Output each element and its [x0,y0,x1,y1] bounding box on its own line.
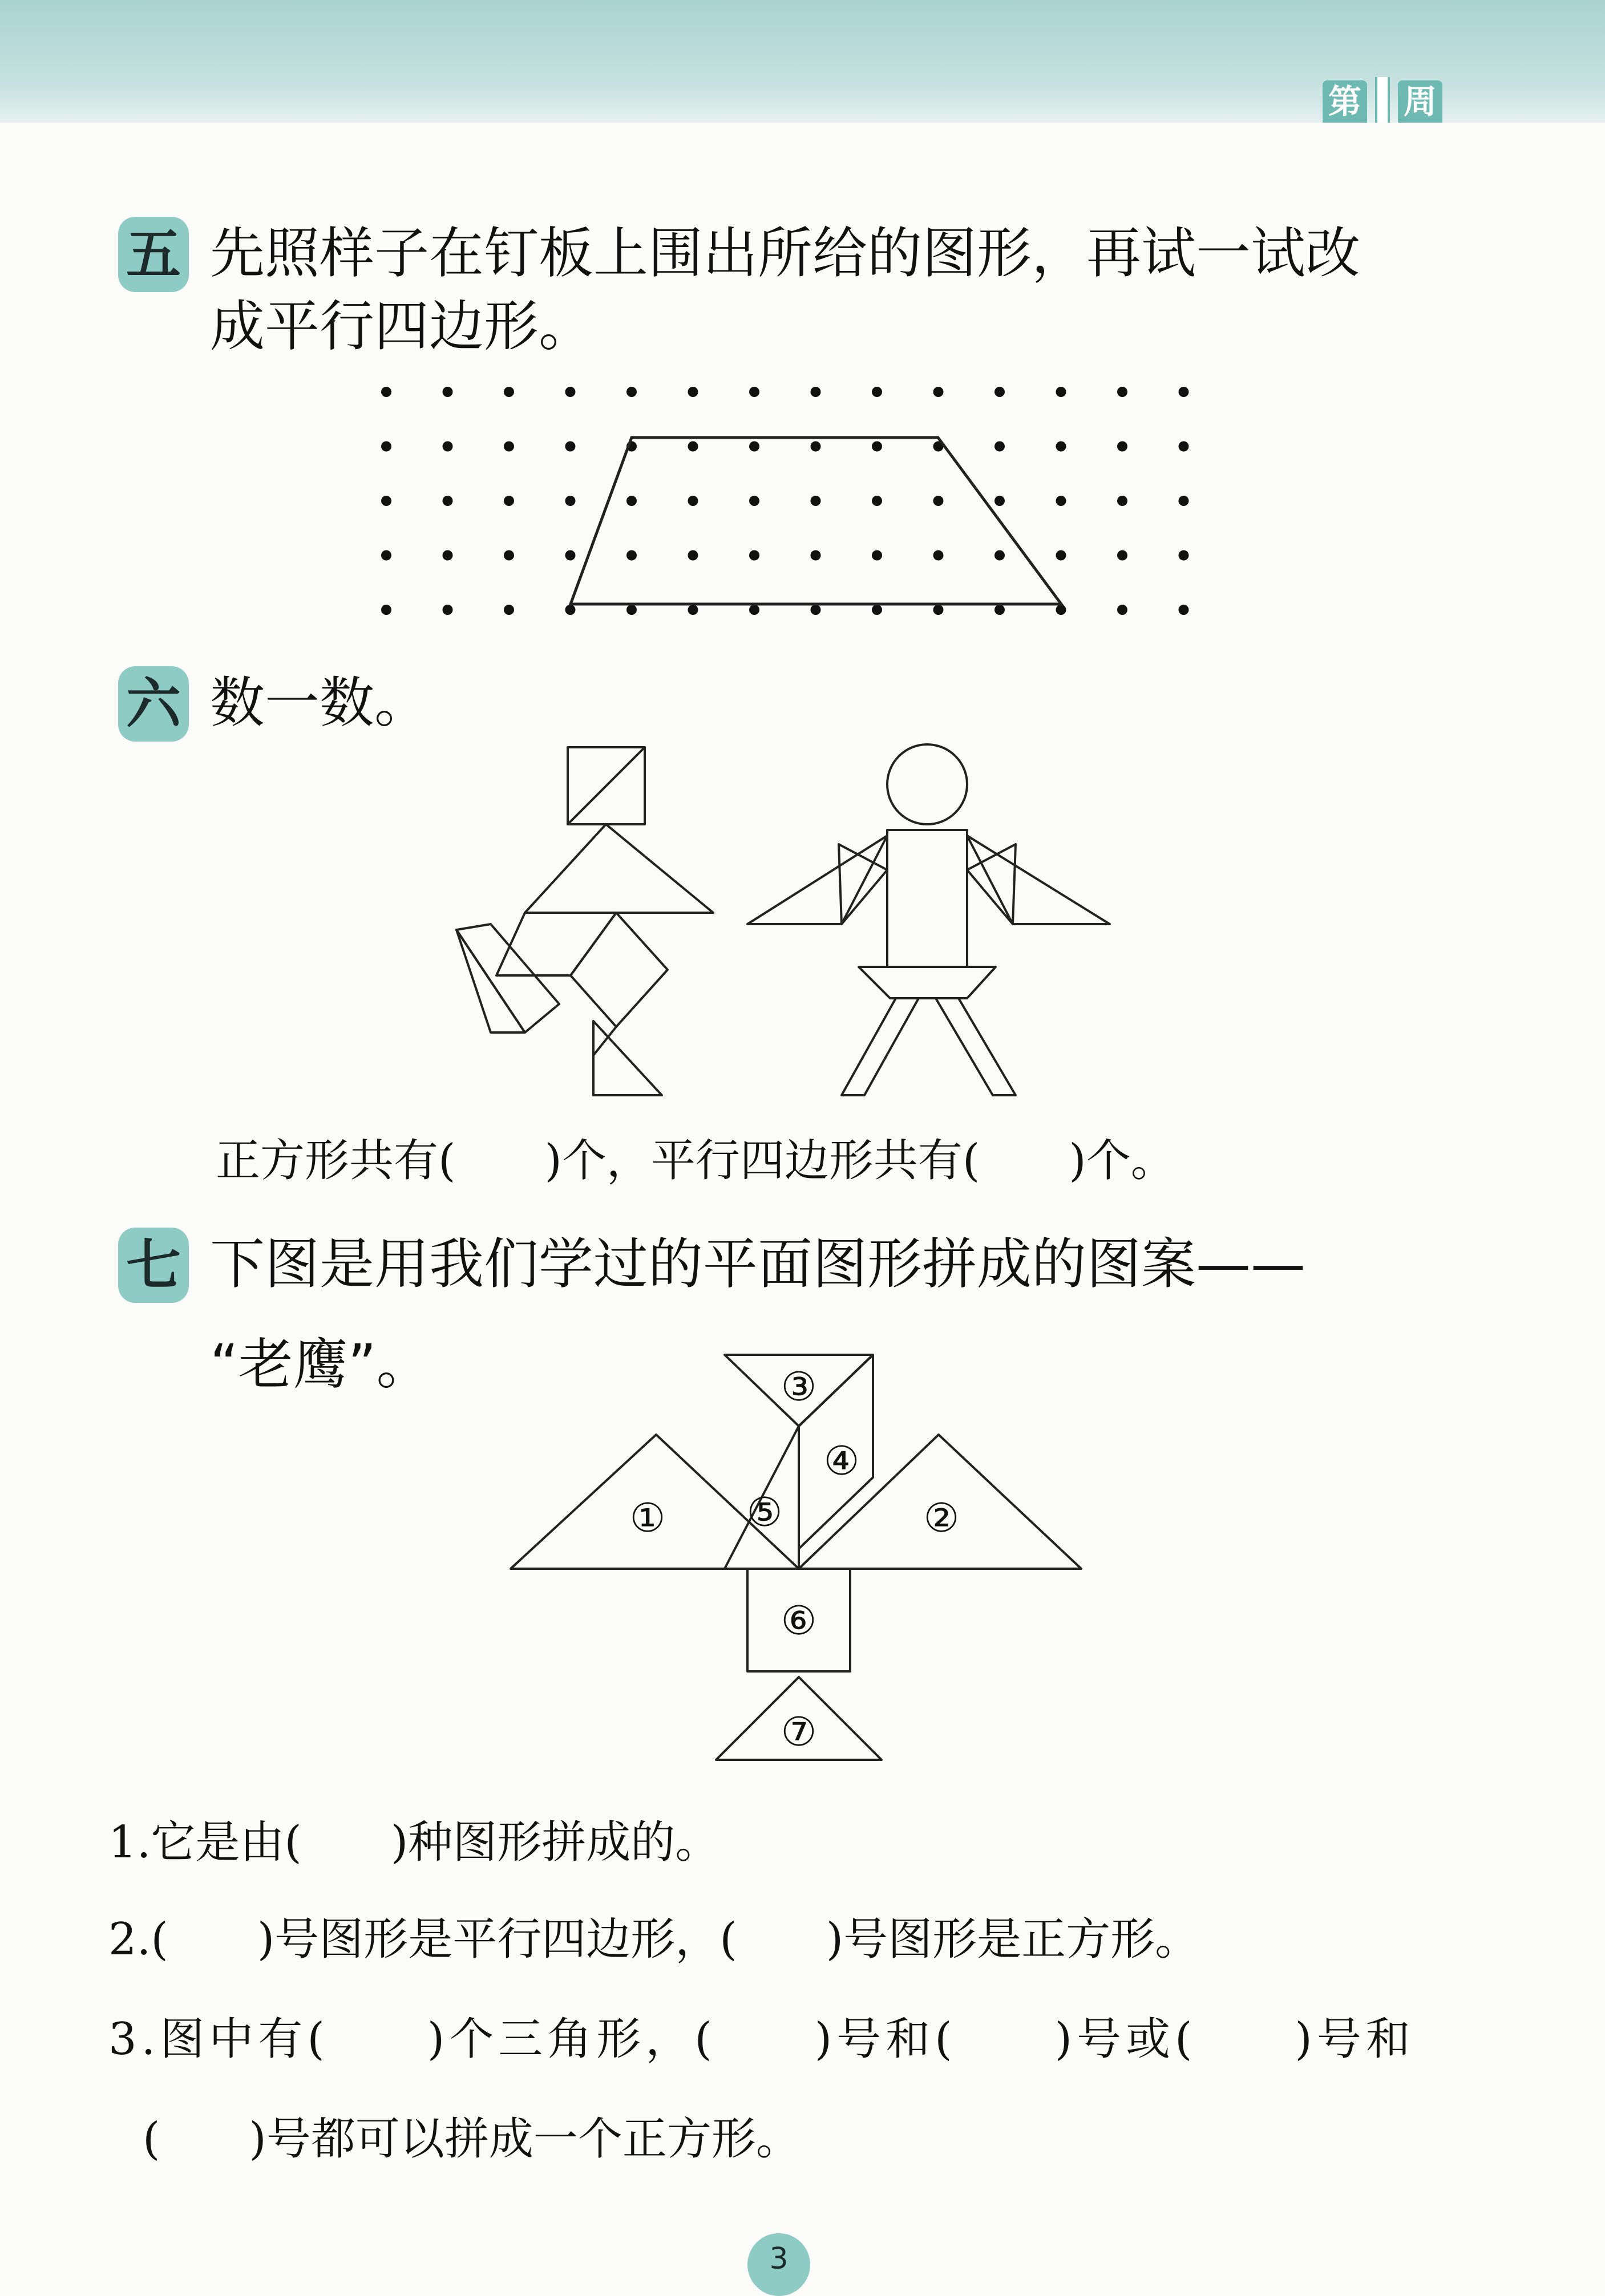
section-6-question: 正方形共有( )个，平行四边形共有( )个。 [216,1135,1175,1187]
peg-dot [749,550,759,561]
figure-left-leg [842,998,919,1095]
peg-dot [626,605,637,615]
peg-dot [1179,442,1189,452]
section-7-title-line2: “老鹰”。 [210,1333,431,1396]
peg-dot [381,442,391,452]
question-3-line1: 3.图中有( )个三角形，( )号和( )号或( )号和 [108,2014,1415,2065]
peg-dot [1056,442,1066,452]
peg-dot [565,605,576,615]
peg-dot [994,550,1005,561]
peg-dot [688,605,698,615]
peg-dot [994,496,1005,506]
peg-dot [1179,550,1189,561]
peg-dot [749,387,759,397]
peg-dot [811,496,821,506]
peg-dot [381,496,391,506]
figure-trapezoid-hips [859,967,996,998]
eagle-figure [508,1352,1095,1785]
peg-dot [626,550,637,561]
peg-dot [504,387,514,397]
peg-dot [504,550,514,561]
eagle-label-6: ⑥ [781,1597,817,1644]
peg-dot [749,496,759,506]
figure-right-leg [936,998,1016,1095]
peg-dot [504,605,514,615]
question-1: 1.它是由( )种图形拼成的。 [108,1817,720,1868]
section-7-badge: 七 [118,1228,189,1303]
peg-dot [626,387,637,397]
peg-dot [565,550,576,561]
peg-dot [933,387,944,397]
peg-dot [1117,550,1127,561]
peg-dot [565,387,576,397]
peg-dot [749,605,759,615]
figure-square-leg [571,913,668,1027]
peg-dot [1179,496,1189,506]
trapezoid-shape [571,438,1061,604]
peg-dot [381,550,391,561]
week-number-mark [1375,77,1390,123]
peg-dot [1056,387,1066,397]
peg-dot [872,550,882,561]
tangram-figure-left [456,747,713,1095]
pegboard [365,365,1192,605]
eagle-label-3: ③ [781,1363,817,1410]
section-7-title-line1: 下图是用我们学过的平面图形拼成的图案—— [210,1232,1305,1296]
peg-dot [1056,605,1066,615]
peg-dot [872,442,882,452]
peg-dot [1117,442,1127,452]
peg-dot [565,496,576,506]
peg-dot [872,605,882,615]
peg-dot [933,605,944,615]
peg-dot [381,387,391,397]
peg-dot [504,442,514,452]
peg-dot [872,496,882,506]
peg-dot [1117,496,1127,506]
peg-dot [994,605,1005,615]
peg-dot [811,550,821,561]
peg-dot [994,387,1005,397]
section-5-badge: 五 [118,217,189,292]
tangram-figures [445,736,1130,1101]
figure-triangle-body [525,824,713,913]
peg-dot [504,496,514,506]
eagle-label-1: ① [629,1495,666,1541]
figure-circle-head [887,744,967,824]
figure-triangle-foot [593,1021,662,1095]
peg-dot [1056,550,1066,561]
peg-dot [872,387,882,397]
peg-dot [688,442,698,452]
peg-dot [811,387,821,397]
peg-dot [565,442,576,452]
peg-dot [933,496,944,506]
section-5-title-line2: 成平行四边形。 [210,294,593,358]
peg-dot [443,550,453,561]
peg-dot [688,387,698,397]
figure-left-wing [747,836,887,924]
peg-dot [443,387,453,397]
section-6-title: 数一数。 [210,671,429,735]
peg-dot [443,442,453,452]
figure-rectangle-body [887,830,967,967]
peg-dot [811,605,821,615]
week-tag [1323,77,1442,123]
week-suffix: 周 [1398,80,1442,123]
peg-dot [933,550,944,561]
eagle-label-7: ⑦ [781,1708,817,1755]
eagle-label-5: ⑤ [746,1489,783,1536]
page-number: 3 [747,2233,810,2296]
section-6-badge: 六 [118,666,189,742]
peg-dot [626,496,637,506]
eagle-label-2: ② [923,1495,960,1541]
peg-dot [443,496,453,506]
tangram-figure-right [747,744,1110,1095]
peg-dot [1117,387,1127,397]
section-5-title-line1: 先照样子在钉板上围出所给的图形，再试一试改 [210,221,1360,285]
peg-dot [1179,605,1189,615]
peg-dot [749,442,759,452]
figure-right-wing [967,836,1110,924]
peg-dot [994,442,1005,452]
eagle-label-4: ④ [823,1437,860,1484]
question-2: 2.( )号图形是平行四边形，( )号图形是正方形。 [108,1914,1200,1965]
peg-dot [381,605,391,615]
peg-dot [688,496,698,506]
peg-dot [443,605,453,615]
peg-dot [811,442,821,452]
peg-dot [1117,605,1127,615]
peg-dot [688,550,698,561]
question-3-line2: ( )号都可以拼成一个正方形。 [143,2113,801,2165]
peg-dot [1056,496,1066,506]
peg-dot [1179,387,1189,397]
week-prefix: 第 [1323,80,1367,123]
figure-parallelogram-chest [496,913,616,975]
